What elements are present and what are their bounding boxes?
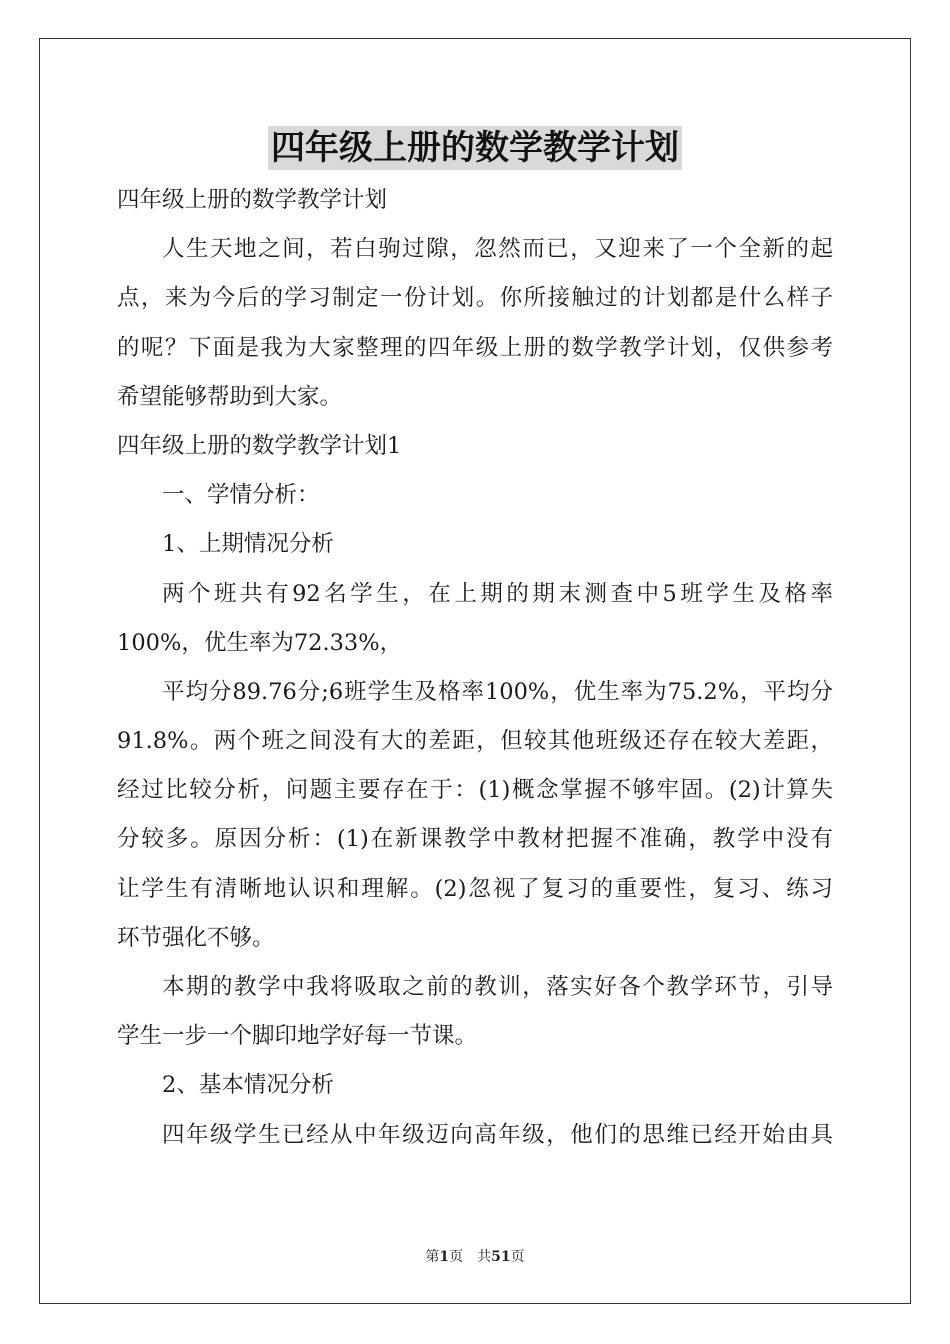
footer-prefix: 第 [425,1249,440,1265]
text-line: 2、基本情况分析 [162,1072,334,1099]
text-line: 希望能够帮助到大家。 [117,383,343,410]
text-line: 91.8%。两个班之间没有大的差距，但较其他班级还存在较大差距， [117,728,833,755]
document-title: 四年级上册的数学教学计划 [268,126,682,170]
footer-mid: 页 共 [449,1249,492,1265]
footer-page-current: 1 [439,1249,450,1265]
text-line: 本期的教学中我将吸取之前的教训，落实好各个教学环节，引导 [162,974,833,1000]
footer-page-total: 51 [491,1249,511,1265]
text-line: 一、学情分析： [162,482,320,509]
text-line: 环节强化不够。 [117,924,275,951]
text-line: 点，来为今后的学习制定一份计划。你所接触过的计划都是什么样子 [117,285,833,312]
text-line: 四年级学生已经从中年级迈向高年级，他们的思维已经开始由具 [162,1121,833,1148]
text-line: 100%，优生率为72.33%， [117,629,403,656]
document-body [117,176,833,1160]
text-line: 人生天地之间，若白驹过隙，忽然而已，又迎来了一个全新的起 [162,236,833,263]
text-line: 让学生有清晰地认识和理解。(2)忽视了复习的重要性，复习、练习 [117,875,833,902]
text-line: 四年级上册的数学教学计划1 [117,432,402,459]
text-line: 平均分89.76分;6班学生及格率100%，优生率为75.2%，平均分 [162,678,833,705]
text-line: 四年级上册的数学教学计划 [117,187,388,213]
text-line: 学生一步一个脚印地学好每一节课。 [117,1023,478,1050]
footer-suffix: 页 [510,1249,525,1265]
text-line: 1、上期情况分析 [162,531,334,558]
text-line: 经过比较分析，问题主要存在于：(1)概念掌握不够牢固。(2)计算失 [117,777,833,804]
page-footer [0,1246,950,1266]
text-line: 两个班共有92名学生，在上期的期末测查中5班学生及格率 [162,580,833,607]
title-area [0,126,950,170]
text-line: 的呢？下面是我为大家整理的四年级上册的数学教学计划，仅供参考 [117,334,833,361]
text-line: 分较多。原因分析：(1)在新课教学中教材把握不准确，教学中没有 [117,826,833,853]
